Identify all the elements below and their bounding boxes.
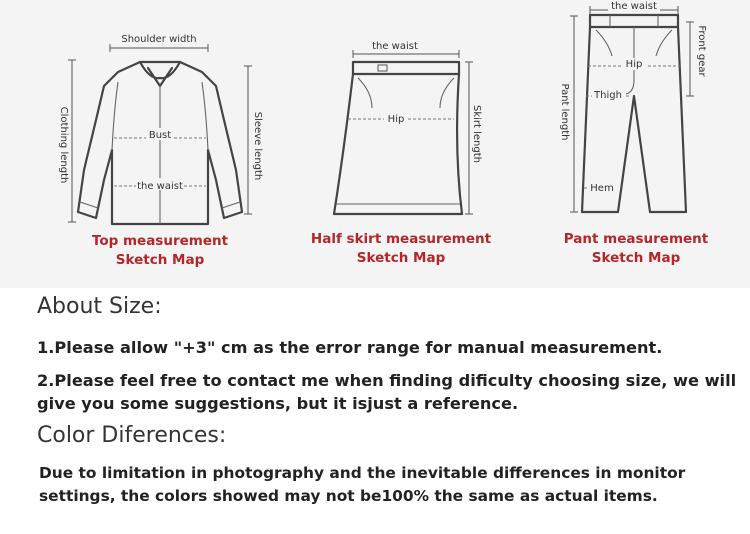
front-gear-label: Front gear	[696, 25, 707, 77]
skirt-caption-line1: Half skirt measurement	[310, 231, 492, 247]
skirt-pocket-right	[440, 78, 454, 108]
shirt-armhole-left	[112, 82, 118, 150]
skirt-hip-label: Hip	[387, 114, 405, 125]
pant-sketch	[559, 0, 707, 212]
pant-length-label: Pant length	[559, 83, 570, 141]
top-caption-line2: Sketch Map	[115, 252, 205, 268]
pant-hem-label: Hem	[590, 183, 614, 194]
color-differences-line2: settings, the colors showed may not be100% the same as actual items.	[39, 487, 658, 505]
pant-caption-line1: Pant measurement	[563, 231, 709, 247]
shirt-cuff-right	[222, 202, 240, 208]
about-size-item2-line2: give you some suggestions, but it isjust a reference.	[37, 394, 519, 413]
pant-hip-label: Hip	[625, 59, 643, 70]
shirt-armhole-right	[202, 82, 208, 150]
color-differences-line1: Due to limitation in photography and the inevitable differences in monitor	[39, 464, 686, 482]
color-differences-title: Color Diferences:	[37, 423, 227, 448]
top-caption-line1: Top measurement	[91, 233, 229, 249]
pant-waistband	[590, 15, 678, 27]
pant-pocket-left	[596, 30, 612, 56]
about-size-item1: 1.Please allow "+3" cm as the error range for manual measurement.	[37, 338, 663, 357]
skirt-sketch	[334, 41, 482, 214]
pant-pocket-right	[656, 30, 672, 56]
bust-label: Bust	[148, 130, 172, 141]
sleeve-length-label: Sleeve length	[252, 111, 263, 181]
about-size-item2-line1: 2.Please feel free to contact me when finding dificulty choosing size, we will	[37, 371, 737, 390]
skirt-waistband	[353, 62, 459, 74]
top-caption	[80, 232, 240, 270]
pant-thigh-label: Thigh	[594, 90, 622, 101]
shirt-collar	[140, 62, 180, 86]
pant-caption-line2: Sketch Map	[591, 250, 681, 266]
skirt-pocket-left	[358, 78, 372, 108]
about-size-title: About Size:	[37, 294, 162, 319]
top-sketch	[58, 34, 263, 224]
skirt-caption-line2: Sketch Map	[356, 250, 446, 266]
clothing-length-label: Clothing length	[58, 106, 69, 184]
skirt-waist-label: the waist	[372, 41, 418, 52]
shoulder-width-label: Shoulder width	[121, 34, 197, 45]
top-waist-label: the waist	[137, 181, 183, 192]
shirt-cuff-left	[80, 202, 98, 208]
skirt-length-label: Skirt length	[471, 104, 482, 164]
pant-caption	[548, 230, 724, 268]
skirt-caption	[300, 230, 502, 268]
skirt-button	[378, 65, 387, 71]
pant-waist-label: the waist	[611, 1, 657, 12]
